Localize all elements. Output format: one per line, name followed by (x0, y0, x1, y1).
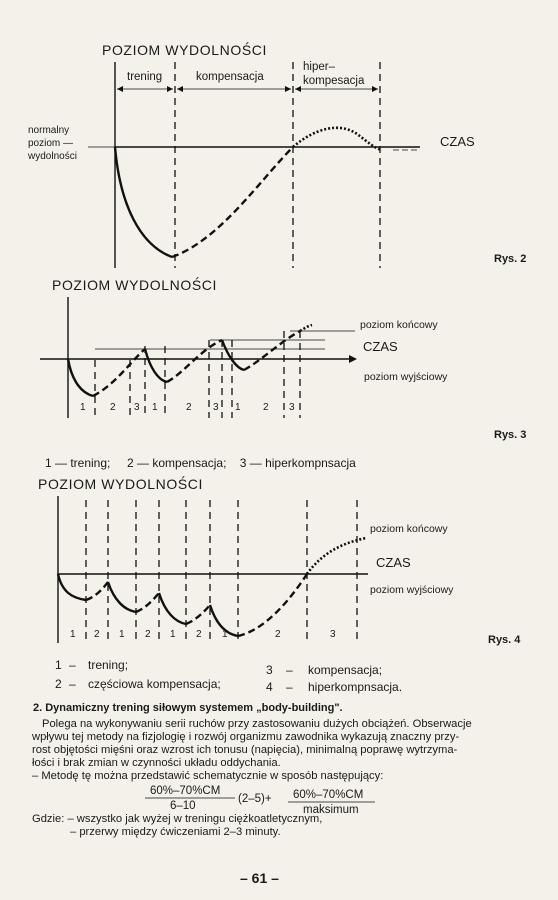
figure-3 (40, 276, 526, 470)
fig4-compensation-curve-4 (238, 574, 307, 636)
fig2-phase-trening: trening (127, 71, 163, 83)
fig4-segment-label: 2 (145, 629, 151, 640)
paragraph-line: Polega na wykonywaniu serii ruchów przy zastosowaniu dużych obciążeń. Obserwacje (42, 718, 472, 730)
fig3-segment-label: 2 (186, 402, 192, 413)
fig3-segment-label: 3 (289, 402, 295, 413)
fig3-segment-label: 2 (110, 402, 116, 413)
fig4-legend-num: 1 (55, 658, 62, 672)
fig4-caption: Rys. 4 (488, 634, 521, 646)
fig2-phase-hiper-1: hiper– (303, 61, 335, 73)
fig4-legend-num: 3 (266, 663, 273, 677)
fig2-baseline-label-3: wydolności (28, 151, 77, 162)
fig3-segment-label: 1 (235, 402, 241, 413)
fig4-segment-label: 2 (94, 629, 100, 640)
fig3-training-curve-3 (222, 340, 244, 370)
note-line: Gdzie: – wszystko jak wyżej w treningu ciężkoatletycznym, (32, 813, 323, 825)
section-heading: 2. Dynamiczny trening siłowym systemem „body-building". (33, 702, 343, 714)
fig2-phase-kompensacja: kompensacja (196, 71, 264, 83)
fig4-legend-dash: – (286, 663, 293, 677)
figure-2 (27, 41, 526, 268)
fig3-legend: 1 — trening; 2 — kompensacja; 3 — hiperkompnsacja (45, 456, 356, 470)
fig4-segment-label: 2 (275, 629, 281, 640)
fig4-legend-num: 4 (266, 680, 273, 694)
fig3-initial-level: poziom wyjściowy (364, 371, 448, 383)
paragraph-line: rost objętości mięśni oraz wzrost ich tonusu (napięcia), minimalną poprawę wytrzyma- (32, 744, 458, 756)
fig4-legend-num: 2 (55, 677, 62, 691)
fig2-phase-hiper-2: kompesacja (303, 75, 365, 87)
fig2-compensation-curve (172, 147, 293, 257)
fig3-title: POZIOM WYDOLNOŚCI (52, 277, 217, 293)
section-paragraph (32, 718, 537, 783)
fig4-legend-dash: – (69, 677, 76, 691)
fig4-training-curve-2 (108, 582, 136, 612)
fig3-final-level: poziom końcowy (360, 319, 438, 331)
formula-right-numerator: 60%–70%CM (293, 789, 364, 801)
fig3-training-curve-1 (68, 359, 93, 396)
fig2-baseline-label-2: poziom — (28, 138, 74, 149)
paragraph-line: łości i brak zmian w czynności układu oddychania. (32, 757, 281, 769)
fig3-axis-label: CZAS (363, 339, 398, 354)
fig2-axis-label: CZAS (440, 134, 475, 149)
fig4-legend-text: trening; (88, 658, 129, 672)
fig2-baseline-label-1: normalny (28, 125, 70, 136)
section-notes (32, 813, 322, 839)
formula (145, 785, 375, 816)
page-number: – 61 – (240, 870, 279, 886)
fig3-segment-label: 3 (213, 402, 219, 413)
formula-middle: (2–5)+ (238, 793, 272, 805)
fig3-segment-label: 2 (263, 402, 269, 413)
fig4-legend-text: hiperkompnsacja. (308, 680, 403, 694)
fig3-segment-label: 1 (152, 402, 158, 413)
note-line: – przerwy między ćwiczeniami 2–3 minuty. (70, 826, 281, 838)
fig3-compensation-curve-1 (93, 349, 145, 396)
fig4-initial-level: poziom wyjściowy (370, 584, 454, 596)
fig3-training-curve-2 (145, 349, 167, 382)
fig4-legend-text: częściowa kompensacja; (88, 677, 221, 691)
fig4-training-curve-1 (58, 574, 86, 600)
fig4-title: POZIOM WYDOLNOŚCI (38, 476, 203, 492)
formula-left-numerator: 60%–70%CM (150, 785, 221, 797)
fig3-hypercompensation-curve (300, 325, 312, 331)
method-line: – Metodę tę można przedstawić schematycznie w sposób następujący: (32, 770, 384, 782)
fig4-segment-label: 1 (119, 629, 125, 640)
fig4-segment-label: 3 (330, 629, 336, 640)
fig4-training-curve-3 (159, 593, 186, 624)
fig2-title: POZIOM WYDOLNOŚCI (102, 42, 267, 58)
fig4-segment-label: 1 (170, 629, 176, 640)
formula-left-denominator: 6–10 (170, 800, 196, 812)
fig4-legend-dash: – (69, 658, 76, 672)
fig4-final-level: poziom końcowy (370, 523, 448, 535)
fig3-compensation-curve-2 (167, 340, 222, 382)
fig4-compensation-curve-1 (86, 582, 108, 600)
fig4-segment-label: 2 (196, 629, 202, 640)
paragraph-line: wpływu tej metody na fizjologię i rozwój organizmu zawodnika wykazują znaczny przy- (32, 731, 460, 743)
fig2-training-curve (115, 147, 172, 257)
fig4-segment-label: 1 (70, 629, 76, 640)
fig4-segment-label: 1 (222, 629, 228, 640)
fig4-legend-dash: – (286, 680, 293, 694)
fig3-compensation-curve-3 (244, 331, 300, 370)
fig3-caption: Rys. 3 (494, 429, 527, 441)
fig3-axis-arrow (349, 355, 357, 363)
fig2-caption: Rys. 2 (494, 253, 527, 265)
fig4-axis-label: CZAS (376, 555, 411, 570)
fig4-compensation-curve-2 (136, 593, 159, 612)
fig4-hypercompensation-curve (307, 538, 366, 574)
fig4-compensation-curve-3 (186, 605, 210, 624)
figure-4 (38, 475, 521, 694)
formula-right-denominator: maksimum (303, 804, 359, 816)
fig3-segment-label: 1 (80, 402, 86, 413)
fig4-legend-text: kompensacja; (308, 663, 383, 677)
fig3-segment-label: 3 (134, 402, 140, 413)
